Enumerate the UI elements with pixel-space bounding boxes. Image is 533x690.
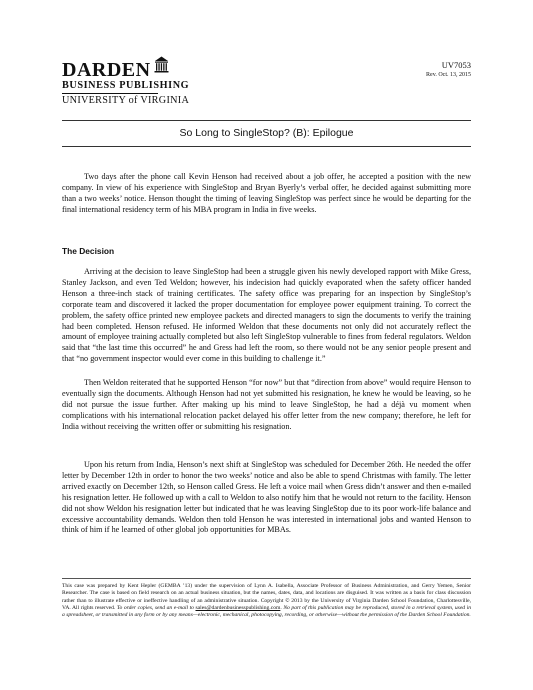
decision-paragraph-3-wrap [62, 460, 471, 536]
logo-darden-text: DARDEN [62, 59, 151, 81]
footnote-text-1: This case was prepared by Kent Hepler (GEMBA ’13) under the supervision of Lynn A. Isabella, Associate Professor of Business Administration, and Gerry Yemen, Senior Researcher. The case is based on field research on an actual business situation, but the names, dates, data, and locations are disguised. It was written as a basis for class discussion rather than to illustrate effective or ineffective handling of an administrative situation. Copyright © 2013 by the University of Virginia Darden School Foundation, Charlottesville, VA. All rights reserved. [62, 583, 471, 611]
document-id-block [426, 60, 471, 79]
logo-university: UNIVERSITY of VIRGINIA [62, 95, 190, 106]
logo-divider [62, 93, 158, 94]
revision-date: Rev. Oct. 13, 2015 [426, 72, 471, 78]
body-paragraph: Then Weldon reiterated that he supported Henson “for now” but that “direction from above” would require Henson to eventually sign the documents. Although Henson had not yet submitted his resignation, he knew he would be leaving, so he did not pursue the issue further. After making up his mind to leave SingleStop, he had a déjà vu moment when complications with his international relocation packet delayed his offer letter from the new company; therefore, he left for India without receiving the written offer or submitting his resignation. [62, 378, 471, 431]
body-paragraph: Upon his return from India, Henson’s next shift at SingleStop was scheduled for December 26th. He needed the offer letter by December 12th in order to honor the two weeks’ notice and also be able to spend Christmas with family. The letter arrived exactly on December 12th, so Henson called Gress. He left a voice mail when Gress didn’t answer and then e-mailed his resignation letter. He followed up with a call to Weldon to also notify him that he would not return to the facility. Henson did not show Weldon his resignation letter but indicated that he was leaving SingleStop due to its poor work-life balance and excessive accountability demands. Weldon then told Henson he was interested in international jobs and wanted Henson to think of him if he learned of other global job opportunities for MBAs. [62, 460, 471, 535]
intro-paragraph: Two days after the phone call Kevin Henson had received about a job offer, he accepted a position with the new company. In view of his experience with SingleStop and Bryan Byerly’s verbal offer, he decided against submitting more than a two weeks’ notice. Henson thought the timing of leaving SingleStop was perfect since he would be departing for the final international residency term of his MBA program in India in five weeks. [62, 172, 471, 214]
section-heading: The Decision [62, 246, 115, 256]
footnote: This case was prepared by Kent Hepler (GEMBA ’13) under the supervision of Lynn A. Isabella, Associate Professor of Business Administration, and Gerry Yemen, Senior Researcher. The case is based on field research on an actual business situation, but the names, dates, data, and locations are disguised. It was written as a basis for class discussion rather than to illustrate effective or ineffective handling of an administrative situation. Copyright © 2013 by the University of Virginia Darden School Foundation, Charlottesville, VA. All rights reserved. To order copies, send an e-mail to sales@dardenbusinesspublishing.com. No part of this publication may be reproduced, stored in a retrieval system, used in a spreadsheet, or transmitted in any form or by any means—electronic, mechanical, photocopying, recording, or otherwise—without the permission of the Darden School Foundation. [62, 583, 471, 619]
document-number: UV7053 [441, 60, 471, 70]
title-rule-bottom [62, 146, 471, 147]
decision-paragraph-1-wrap [62, 267, 471, 365]
sales-email-link[interactable]: sales@dardenbusinesspublishing.com [195, 604, 281, 611]
title-rule-top [62, 120, 471, 121]
rotunda-icon [154, 56, 169, 78]
body-paragraph: Arriving at the decision to leave SingleStop had been a struggle given his newly developed rapport with Mike Gress, Stanley Jackson, and even Ted Weldon; however, his indecision had quickly evaporated when the safety officer handed Henson a three-inch stack of training certificates. The safety office was preparing for an inspection by SingleStop’s corporate team and discovered it lacked the proper documentation for employee power equipment training. To correct the problem, the safety office printed new employee packets and directed managers to sign the documents to verify the training had been completed. Henson refused. He informed Weldon that these documents not only did not accurately reflect the amount of employee training actually completed but also left SingleStop vulnerable to fines from federal regulators. Weldon said that “the last time this occurred” he and Gress had left the room, so there would not be any senior people present and that “no government inspector would ever come in this building to challenge it.” [62, 267, 471, 364]
darden-logo [62, 56, 189, 107]
decision-paragraph-2-wrap [62, 378, 471, 433]
logo-business-publishing: BUSINESS PUBLISHING [62, 80, 190, 91]
footnote-rule [62, 578, 471, 579]
intro-section [62, 172, 471, 216]
case-title: So Long to SingleStop? (B): Epilogue [179, 127, 354, 139]
footnote-copyright-text: No part of this publication may be reproduced, stored in a retrieval system, used in a spreadsheet, or transmitted in any form or by any means—electronic, mechanical, photocopying, recording, or otherwise—without the permission of the Darden School Foundation. [62, 604, 471, 619]
footnote-order-text: To order copies, send an e-mail to [116, 604, 194, 611]
